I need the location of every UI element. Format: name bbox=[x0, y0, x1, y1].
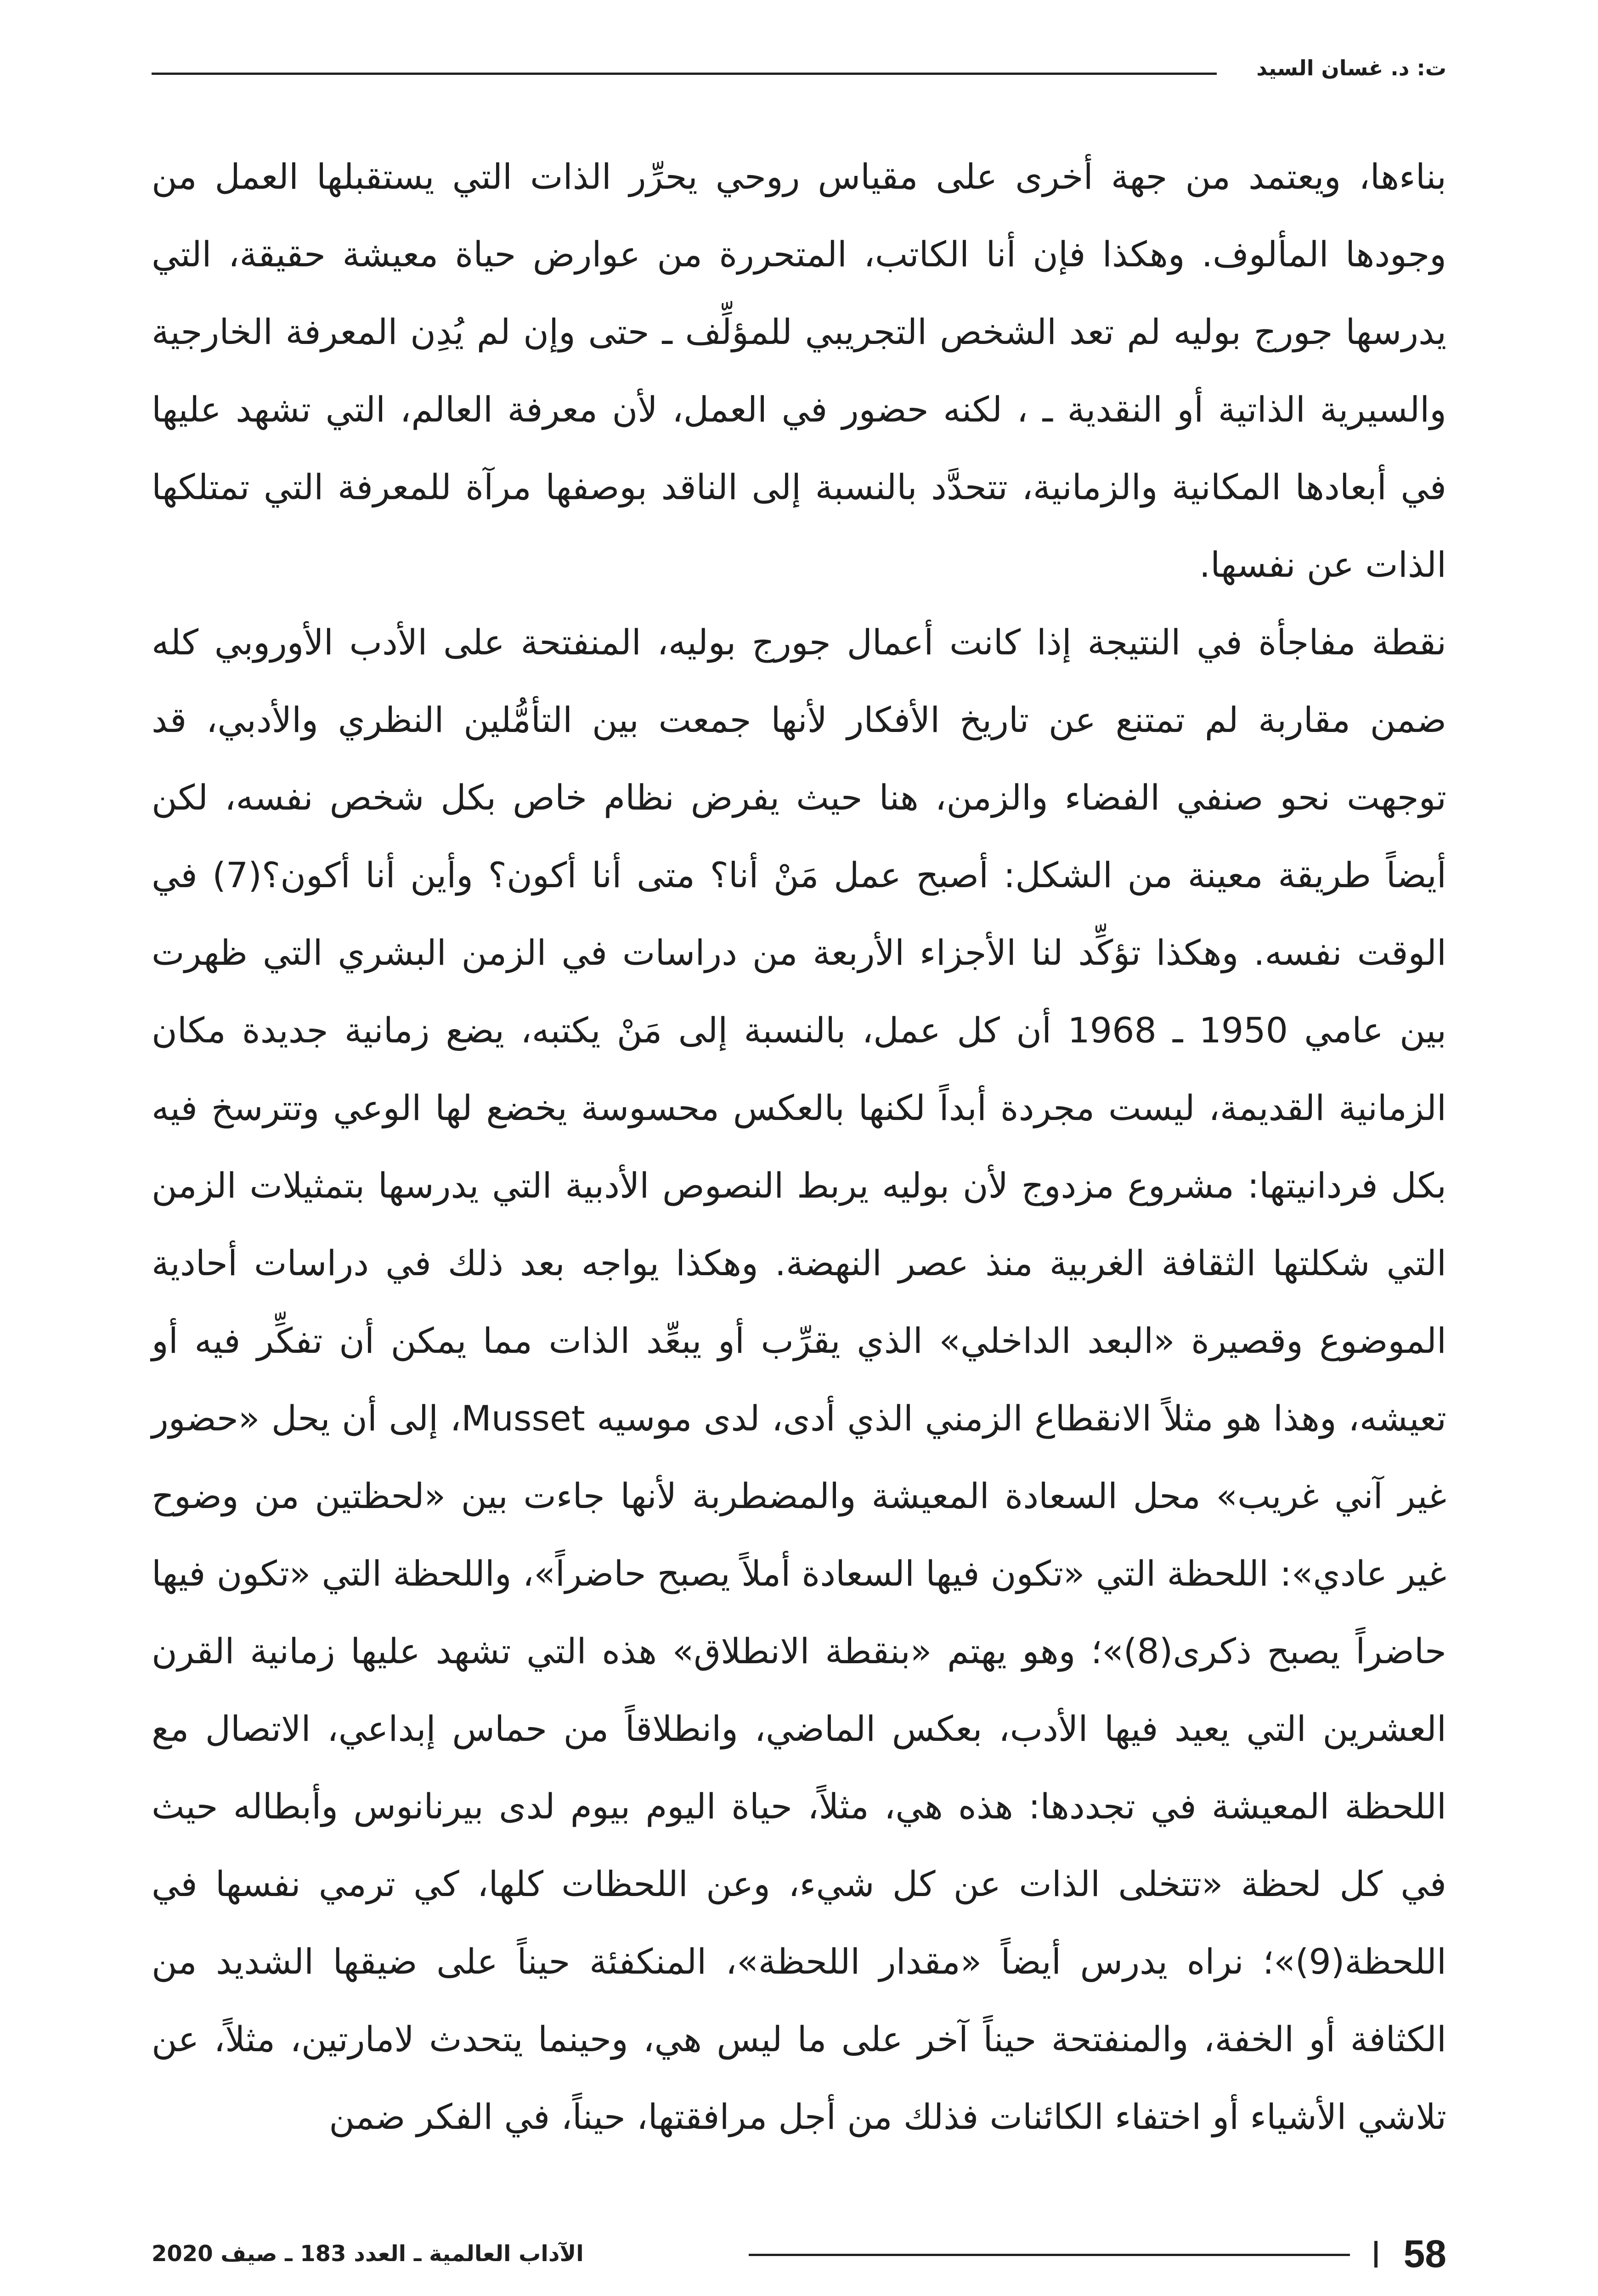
header-rule bbox=[152, 73, 1217, 75]
body-text bbox=[152, 138, 1446, 2155]
footer-separator bbox=[1374, 2241, 1378, 2268]
footer-rule bbox=[749, 2254, 1350, 2256]
running-header bbox=[152, 54, 1446, 91]
paragraph-2: نقطة مفاجأة في النتيجة إذا كانت أعمال جورج بوليه، المنفتحة على الأدب الأوروبي كله ضمن مقاربة لم تمتنع عن تاريخ الأفكار لأنها جمعت بين التأمُّلين النظري والأدبي، قد توجهت نحو صنفي الفضاء والزمن، هنا حيث يفرض نظام خاص بكل شخص نفسه، لكن أيضاً طريقة معينة من الشكل: أصبح عمل مَنْ أنا؟ متى أنا أكون؟ وأين أنا أكون؟(7) في الوقت نفسه. وهكذا تؤكِّد لنا الأجزاء الأربعة من دراسات في الزمن البشري التي ظهرت بين عامي 1950 ـ 1968 أن كل عمل، بالنسبة إلى مَنْ يكتبه، يضع زمانية جديدة مكان الزمانية القديمة، ليست مجردة أبداً لكنها بالعكس محسوسة يخضع لها الوعي وتترسخ فيه بكل فردانيتها: مشروع مزدوج لأن بوليه يربط النصوص الأدبية التي يدرسها بتمثيلات الزمن التي شكلتها الثقافة الغربية منذ عصر النهضة. وهكذا يواجه بعد ذلك في دراسات أحادية الموضوع وقصيرة «البعد الداخلي» الذي يقرِّب أو يبعِّد الذات مما يمكن أن تفكِّر فيه أو تعيشه، وهذا هو مثلاً الانقطاع الزمني الذي أدى، لدى موسيه Musset، إلى أن يحل «حضور غير آني غريب» محل السعادة المعيشة والمضطربة لأنها جاءت بين «لحظتين من وضوح غير عادي»: اللحظة التي «تكون فيها السعادة أملاً يصبح حاضراً»، واللحظة التي «تكون فيها حاضراً يصبح ذكرى(8)»؛ وهو يهتم «بنقطة الانطلاق» هذه التي تشهد عليها زمانية القرن العشرين التي يعيد فيها الأدب، بعكس الماضي، وانطلاقاً من حماس إبداعي، الاتصال مع اللحظة المعيشة في تجددها: هذه هي، مثلاً، حياة اليوم بيوم لدى بيرنانوس وأبطاله حيث في كل لحظة «تتخلى الذات عن كل شيء، وعن اللحظات كلها، كي ترمي نفسها في اللحظة(9)»؛ نراه يدرس أيضاً «مقدار اللحظة»، المنكفئة حيناً على ضيقها الشديد من الكثافة أو الخفة، والمنفتحة حيناً آخر على ما ليس هي، وحينما يتحدث لامارتين، مثلاً، عن تلاشي الأشياء أو اختفاء الكائنات فذلك من أجل مرافقتها، حيناً، في الفكر ضمن bbox=[152, 622, 1447, 2137]
page-footer bbox=[152, 2231, 1446, 2277]
header-author: ت: د. غسان السيد bbox=[1256, 56, 1446, 80]
page-number: 58 bbox=[1403, 2232, 1446, 2275]
paragraph-1: بناءها، ويعتمد من جهة أخرى على مقياس روحي يحرِّر الذات التي يستقبلها العمل من وجودها المألوف. وهكذا فإن أنا الكاتب، المتحررة من عوارض حياة معيشة حقيقة، التي يدرسها جورج بوليه لم تعد الشخص التجريبي للمؤلِّف ـ حتى وإن لم يُدِن المعرفة الخارجية والسيرية الذاتية أو النقدية ـ ، لكنه حضور في العمل، لأن معرفة العالم، التي تشهد عليها في أبعادها المكانية والزمانية، تتحدَّد بالنسبة إلى الناقد بوصفها مرآة للمعرفة التي تمتلكها الذات عن نفسها. bbox=[152, 156, 1446, 585]
journal-info: الآداب العالمية ـ العدد 183 ـ صيف 2020 bbox=[152, 2241, 584, 2267]
